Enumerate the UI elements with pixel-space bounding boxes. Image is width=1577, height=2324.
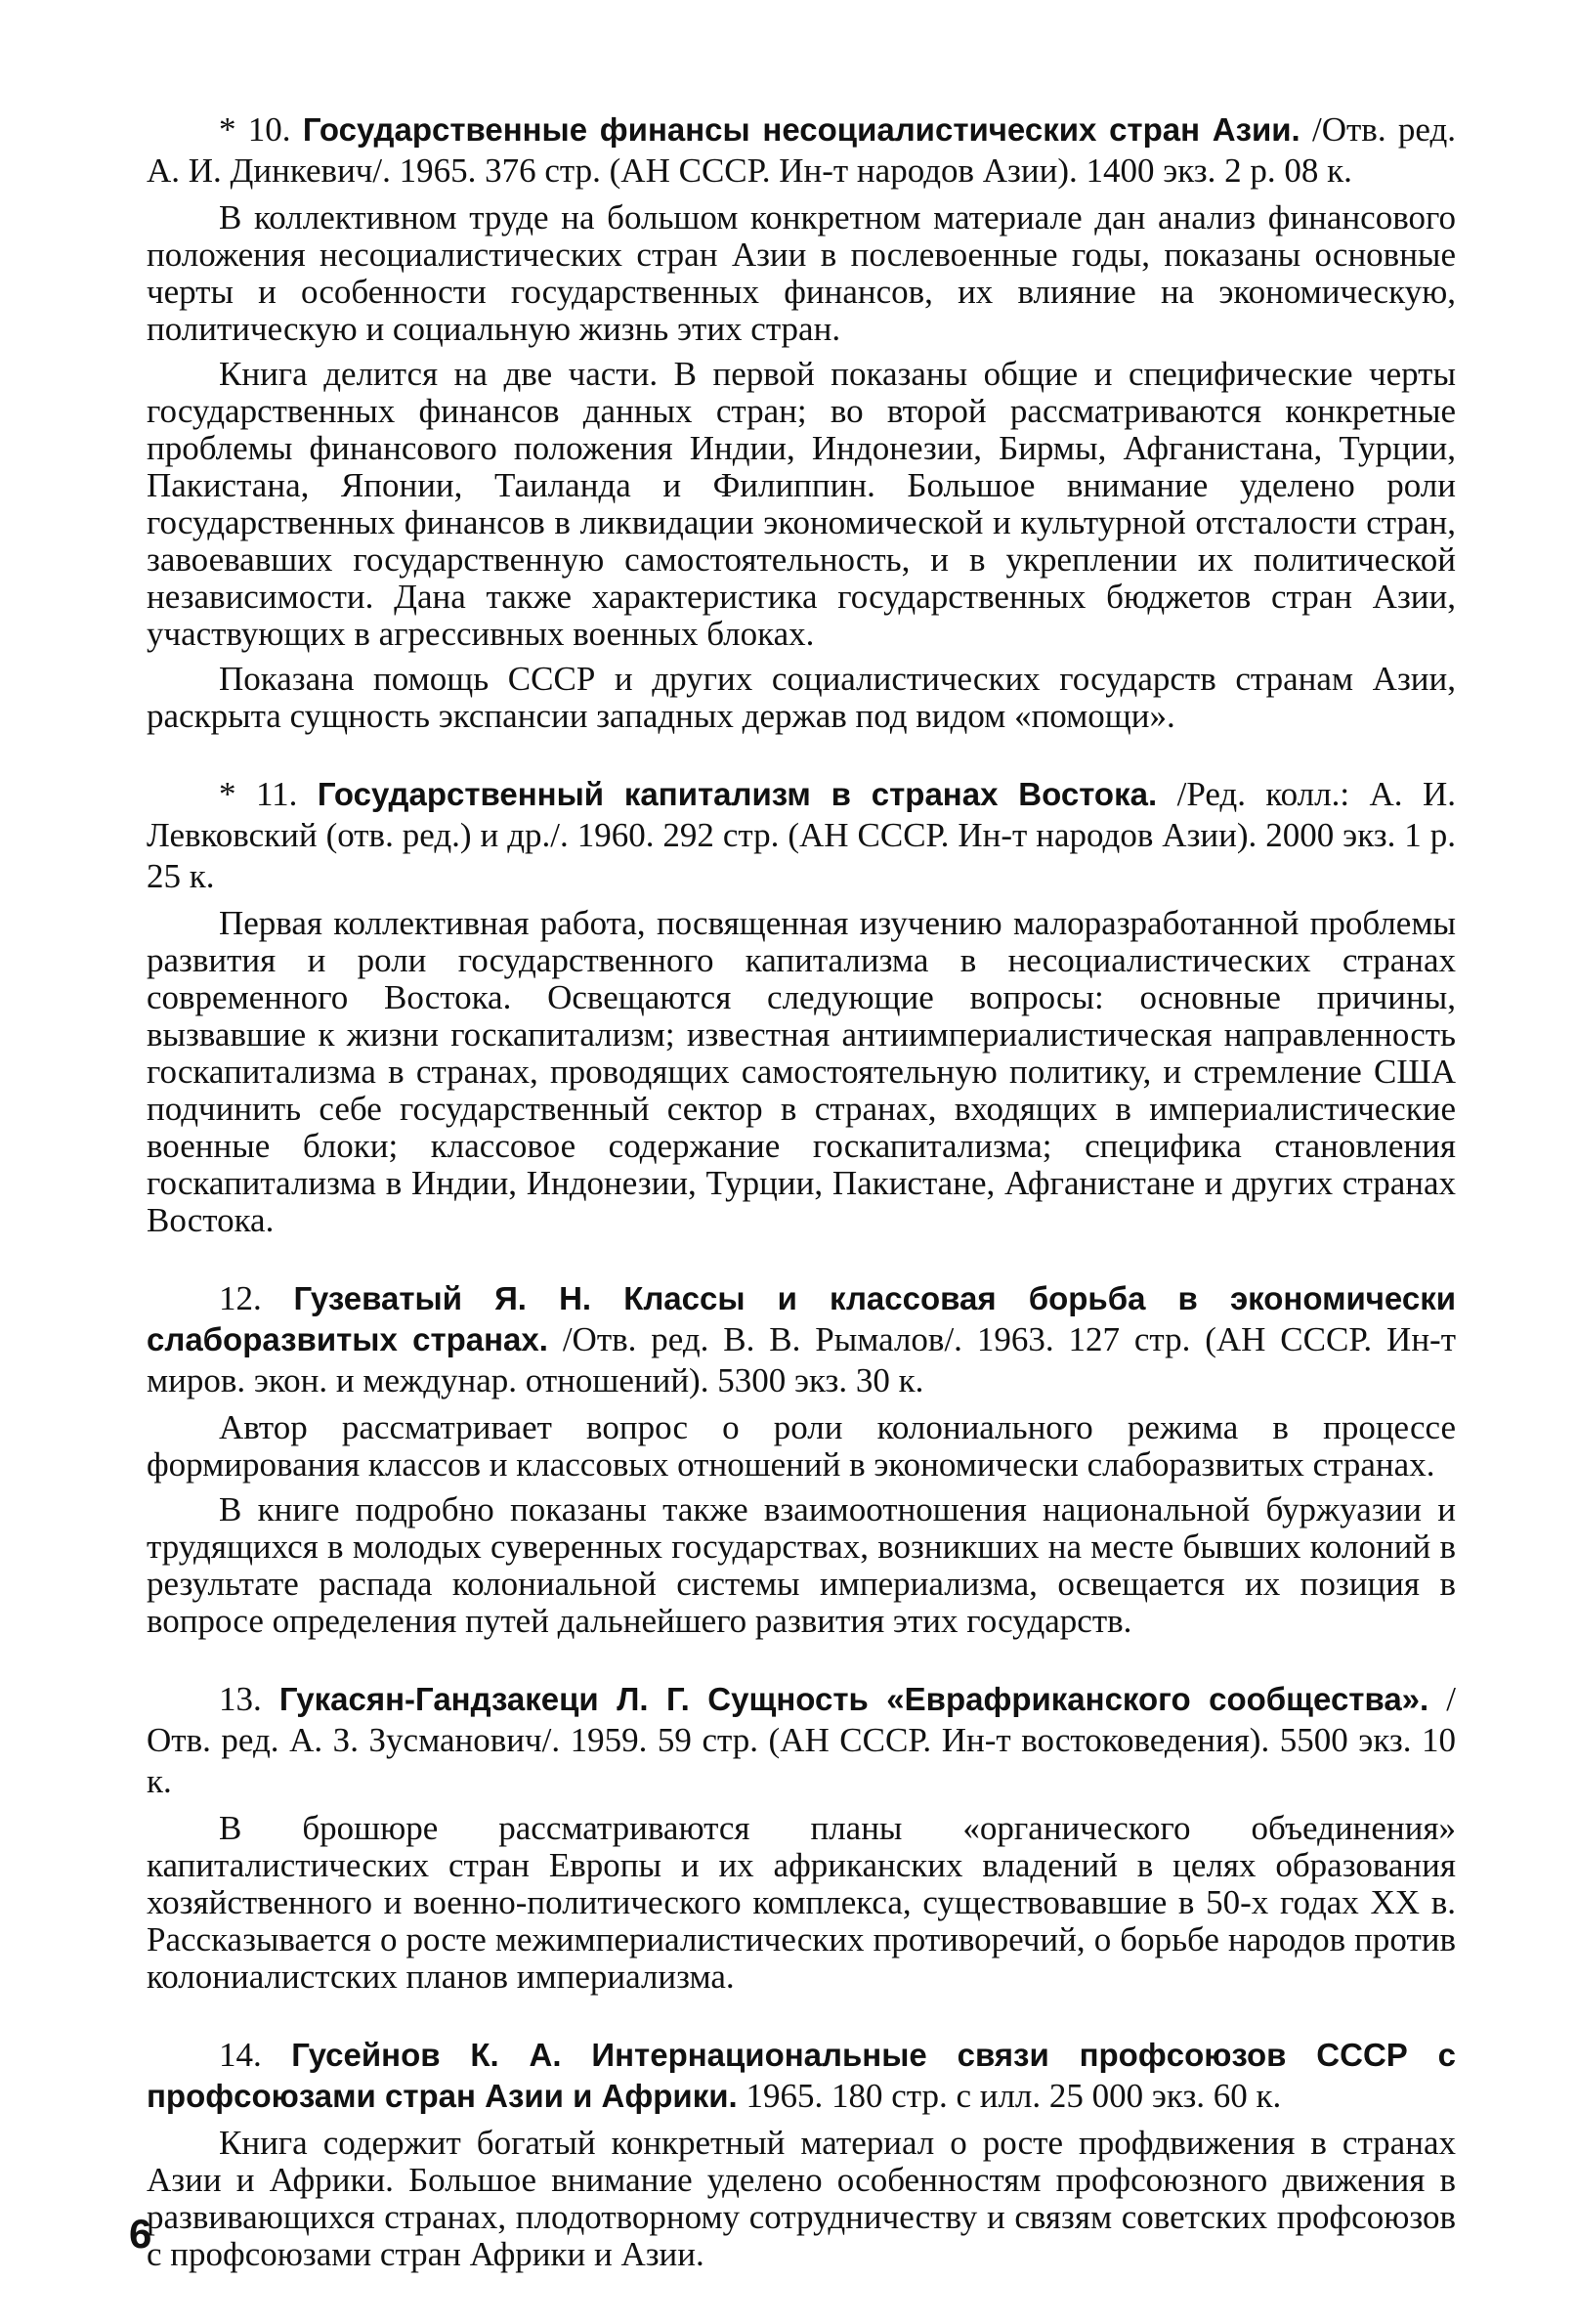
entry-paragraph: В брошюре рассматриваются планы «органического объединения» капиталистических стран Европы и их африканских владений в целях образования хозяйственного и военно-политического комплекса, существовавшие в 50-х годах XX в. Рассказывается о росте межимпериалистических противоречий, о борьбе народов против колониалистских планов империализма. bbox=[147, 1809, 1456, 1996]
entry-paragraph: Первая коллективная работа, посвященная изучению малоразработанной проблемы развития и роли государственного капитализма в несоциалистических странах современного Востока. Освещаются следующие вопросы: основные причины, вызвавшие к жизни госкапитализм; известная антиимпериалистическая направленность госкапитализма в странах, проводящих самостоятельную политику, и стремление США подчинить себе государственный сектор в странах, входящих в империалистические военные блоки; классовое содержание госкапитализма; специфика становления госкапитализма в Индии, Индонезии, Турции, Пакистане, Афганистане и других странах Востока. bbox=[147, 904, 1456, 1239]
entry-number: 14. bbox=[219, 2036, 262, 2074]
entry-paragraph: В коллективном труде на большом конкретном материале дан анализ финансового положения несоциалистических стран Азии в послевоенные годы, показаны основные черты и особенности государственных финансов, их влияние на экономическую, политическую и социальную жизнь этих стран. bbox=[147, 198, 1456, 348]
entry-details: 1965. 180 стр. с илл. 25 000 экз. 60 к. bbox=[746, 2077, 1282, 2115]
entry-number: * 11. bbox=[219, 775, 298, 813]
entry-title: Государственный капитализм в странах Востока. bbox=[317, 776, 1158, 812]
entry-number: 12. bbox=[219, 1279, 262, 1317]
bibliography-entry-14 bbox=[147, 2035, 1456, 2273]
entry-paragraph: Книга содержит богатый конкретный материал о росте профдвижения в странах Азии и Африки. Большое внимание уделено особенностям профсоюзного движения в развивающихся странах, плодотворному сотрудничеству и связям советских профсоюзов с профсоюзами стран Африки и Азии. bbox=[147, 2124, 1456, 2273]
entry-heading bbox=[147, 109, 1456, 192]
bibliography-entry-10 bbox=[147, 109, 1456, 735]
entry-paragraph: Показана помощь СССР и других социалистических государств странам Азии, раскрыта сущность экспансии западных держав под видом «помощи». bbox=[147, 660, 1456, 735]
entry-heading bbox=[147, 2035, 1456, 2117]
entry-number: * 10. bbox=[219, 110, 291, 149]
entry-heading bbox=[147, 1679, 1456, 1802]
entry-heading bbox=[147, 1278, 1456, 1401]
entry-title: Гузеватый Я. Н. Классы и классовая борьба в экономически слаборазвитых странах. bbox=[147, 1280, 1457, 1357]
entry-paragraph: Автор рассматривает вопрос о роли колониального режима в процессе формирования классов и классовых отношений в экономически слаборазвитых странах. bbox=[147, 1408, 1456, 1484]
entry-details: /Отв. ред. В. В. Рымалов/. 1963. 127 стр. (АН СССР. Ин-т миров. экон. и междунар. отношений). 5300 экз. 30 к. bbox=[147, 1320, 1457, 1399]
entry-heading bbox=[147, 774, 1456, 897]
entry-title: Государственные финансы несоциалистических стран Азии. bbox=[302, 111, 1300, 148]
entry-details: /Отв. ред. А. И. Динкевич/. 1965. 376 стр. (АН СССР. Ин-т народов Азии). 1400 экз. 2 р. 08 к. bbox=[147, 110, 1457, 190]
bibliography-entry-11 bbox=[147, 774, 1456, 1239]
entry-paragraph: В книге подробно показаны также взаимоотношения национальной буржуазии и трудящихся в молодых суверенных государствах, возникших на месте бывших колоний в результате распада колониальной системы империализма, освещается их позиция в вопросе определения путей дальнейшего развития этих государств. bbox=[147, 1490, 1456, 1640]
entry-number: 13. bbox=[219, 1680, 262, 1718]
entry-title: Гусейнов К. А. Интернациональные связи профсоюзов СССР с профсоюзами стран Азии и Африки. bbox=[147, 2037, 1456, 2114]
entry-title: Гукасян-Гандзакеци Л. Г. Сущность «Еврафриканского сообщества». bbox=[278, 1681, 1429, 1717]
entry-paragraph: Книга делится на две части. В первой показаны общие и специфические черты государственных финансов данных стран; во второй рассматриваются конкретные проблемы финансового положения Индии, Индонезии, Бирмы, Афганистана, Турции, Пакистана, Японии, Таиланда и Филиппин. Большое внимание уделено роли государственных финансов в ликвидации экономической и культурной отсталости стран, завоевавших государственную самостоятельность, и в укреплении их политической независимости. Дана также характеристика государственных бюджетов стран Азии, участвующих в агрессивных военных блоках. bbox=[147, 355, 1456, 653]
page-number: 6 bbox=[129, 2211, 152, 2257]
bibliography-entry-12 bbox=[147, 1278, 1456, 1640]
bibliography-entry-13 bbox=[147, 1679, 1456, 1996]
entry-details: /Отв. ред. А. З. Зусманович/. 1959. 59 стр. (АН СССР. Ин-т востоковедения). 5500 экз. 10 к. bbox=[147, 1680, 1457, 1800]
entry-details: /Ред. колл.: А. И. Левковский (отв. ред.) и др./. 1960. 292 стр. (АН СССР. Ин-т народов Азии). 2000 экз. 1 р. 25 к. bbox=[147, 775, 1457, 895]
